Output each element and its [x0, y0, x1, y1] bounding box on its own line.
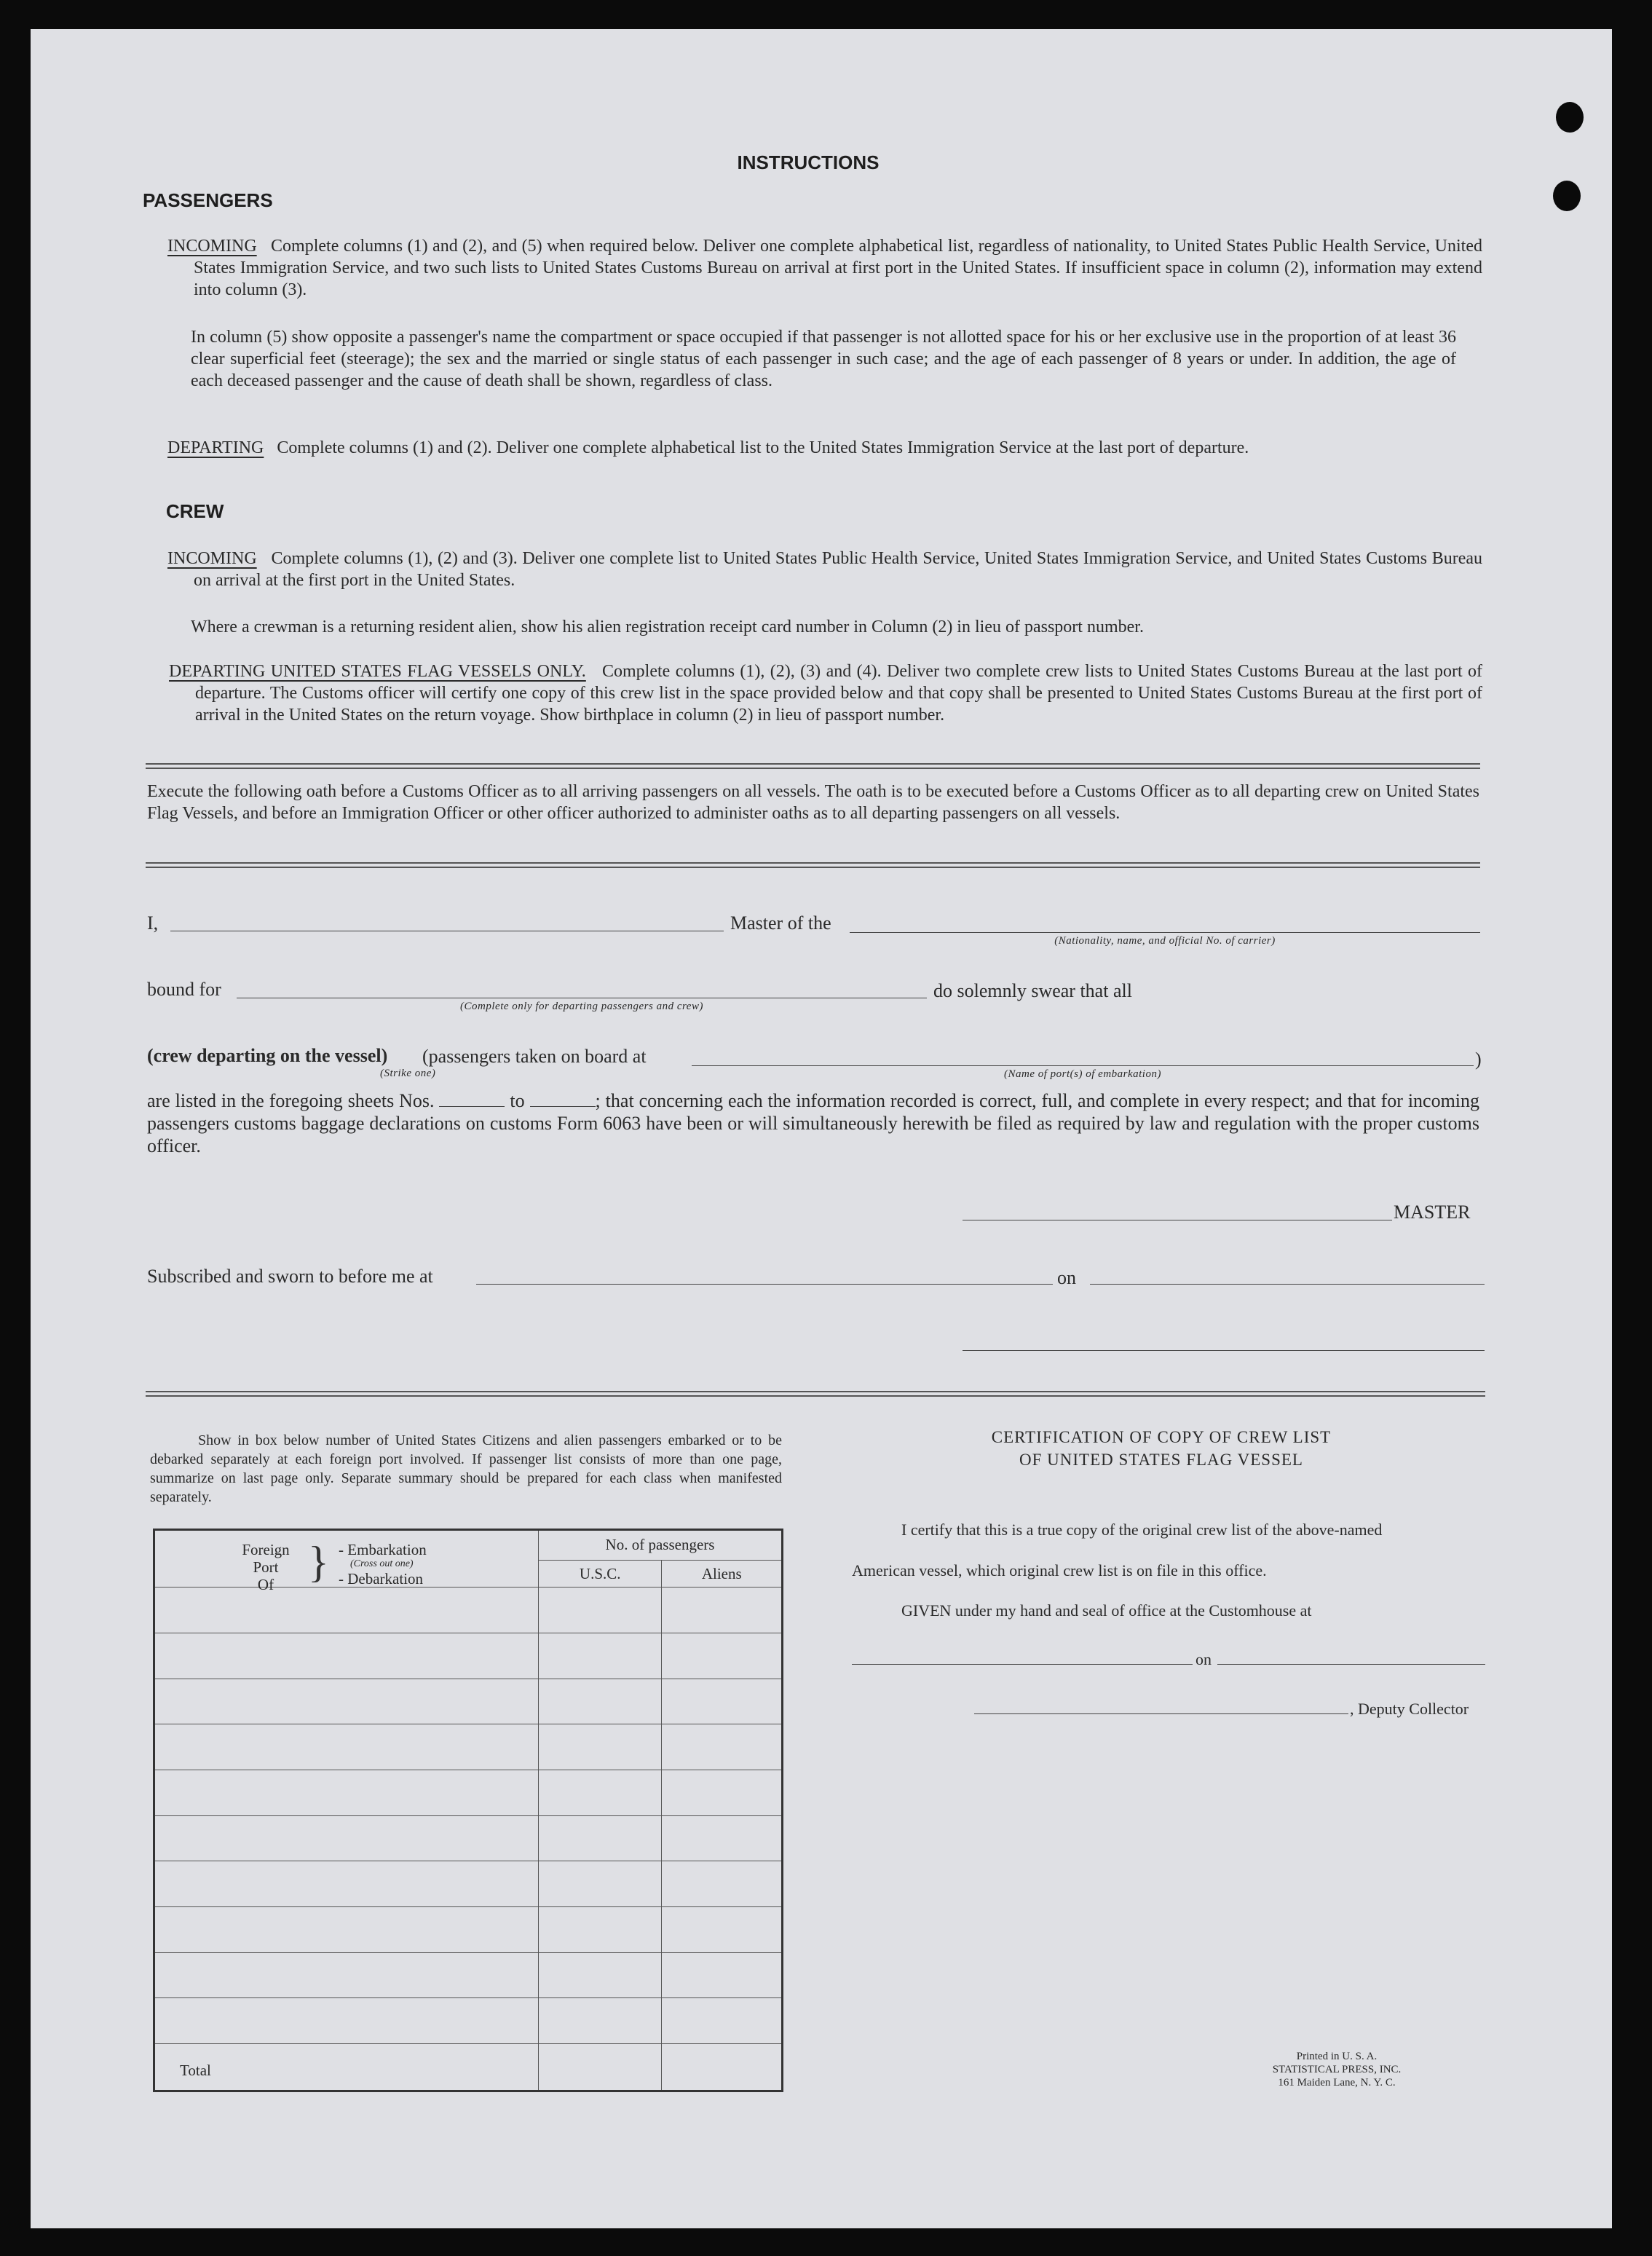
usc-cell[interactable] — [538, 1952, 661, 1998]
listed-paragraph — [147, 1089, 1479, 1157]
passengers-incoming-paragraph — [167, 235, 1482, 301]
to-text: to — [510, 1090, 525, 1111]
passengers-incoming-text: Complete columns (1) and (2), and (5) when required below. Deliver one complete alphabetical list, regardless of nationality, to United States Public Health Service, United States Immigration Service, and two such lists to United States Customs Bureau on arrival at first port in the United States. If insufficient space in column (2), information may extend into column (3). — [194, 237, 1483, 299]
instructions-title: INSTRUCTIONS — [737, 151, 880, 173]
total-usc-cell[interactable] — [538, 2044, 661, 2091]
carrier-field[interactable] — [850, 932, 1480, 933]
certify-line2: American vessel, which original crew list is on file in this office. — [852, 1561, 1267, 1579]
crew-departing-option[interactable] — [147, 1045, 387, 1067]
usc-cell[interactable] — [538, 1998, 661, 2044]
ports-caption: (Name of port(s) of embarkation) — [1004, 1068, 1161, 1080]
section-divider-2 — [146, 862, 1480, 868]
passengers-taken-option[interactable]: (passengers taken on board at — [422, 1046, 647, 1067]
officer-signature-field[interactable] — [963, 1350, 1485, 1351]
passengers-departing-paragraph — [167, 437, 1482, 459]
crew-departing-text: Complete columns (1), (2), (3) and (4). Deliver two complete crew lists to United States Customs Bureau at the last port of departure. The Customs officer will certify one copy of this crew list in the space provided below and that copy shall be presented to United States Customs Bureau at the first port of arrival in the United States on the return voyage. Show birthplace in column (2) in lieu of passport number. — [195, 662, 1482, 725]
aliens-cell[interactable] — [662, 1588, 783, 1633]
punch-hole-top — [1556, 102, 1584, 133]
deputy-collector-signature-field[interactable] — [974, 1713, 1348, 1714]
port-cell[interactable] — [154, 1998, 539, 2044]
aliens-cell[interactable] — [662, 1724, 783, 1770]
certification-title-line1: CERTIFICATION OF COPY OF CREW LIST — [991, 1428, 1332, 1446]
usc-cell[interactable] — [538, 1861, 661, 1907]
no-of-passengers-header: No. of passengers — [538, 1530, 782, 1561]
port-header-cell — [154, 1530, 539, 1593]
swear-text: do solemnly swear that all — [933, 980, 1132, 1001]
total-label: Total — [154, 2044, 539, 2091]
oath-intro: Execute the following oath before a Customs Officer as to all arriving passengers on all vessels. The oath is to be executed before a Customs Officer as to all departing crew on United States Flag Vessels, and before an Immigration Officer or other officer authorized to administer oaths as to all departing passengers on all vessels. — [147, 782, 1479, 823]
strike-caption: (Strike one) — [380, 1068, 436, 1079]
customhouse-field[interactable] — [852, 1664, 1193, 1665]
complete-caption: (Complete only for departing passengers and crew) — [460, 1001, 703, 1012]
bound-for: bound for — [147, 979, 221, 1000]
crew-heading: CREW — [166, 500, 224, 522]
usc-cell[interactable] — [538, 1633, 661, 1679]
usc-cell[interactable] — [538, 1724, 661, 1770]
punch-hole-bottom — [1553, 181, 1581, 211]
certification-date-field[interactable] — [1217, 1664, 1485, 1665]
usc-cell[interactable] — [538, 1679, 661, 1724]
port-cell[interactable] — [154, 1815, 539, 1861]
port-cell[interactable] — [154, 1633, 539, 1679]
printer-line2: STATISTICAL PRESS, INC. — [1272, 2064, 1402, 2075]
passengers-column5-paragraph: In column (5) show opposite a passenger's name the compartment or space occupied if that passenger is not allotted space for his or her exclusive use in the proportion of at least 36 clear superficial feet (steerage); the sex and the married or single status of each passenger in such case; and the age of each passenger of 8 years or under. In addition, the age of each deceased passenger and the cause of death shall be shown, regardless of class. — [191, 328, 1456, 390]
printer-line3: 161 Maiden Lane, N. Y. C. — [1278, 2077, 1396, 2089]
summary-note: Show in box below number of United States Citizens and alien passengers embarked or to be debarked separately at each foreign port involved. If passenger list consists of more than one page, summarize on last page only. Separate summary should be prepared for each class when manifested separately. — [150, 1432, 782, 1505]
passengers-departing-label: DEPARTING — [167, 438, 264, 457]
crew-incoming-text: Complete columns (1), (2) and (3). Deliver one complete list to United States Public Health Service, United States Immigration Service, and United States Customs Bureau on arrival at the first port in the United States. — [194, 549, 1483, 590]
sworn-on: on — [1057, 1267, 1076, 1288]
usc-cell[interactable] — [538, 1815, 661, 1861]
usc-cell[interactable] — [538, 1770, 661, 1816]
cross-out-caption: (Cross out one) — [350, 1558, 414, 1569]
aliens-cell[interactable] — [662, 1907, 783, 1953]
sworn-date-field[interactable] — [1090, 1284, 1485, 1285]
debarkation-option[interactable]: - Debarkation — [339, 1570, 424, 1588]
crew-departing-label: DEPARTING UNITED STATES FLAG VESSELS ONLY. — [169, 662, 586, 681]
usc-cell[interactable] — [538, 1588, 661, 1633]
aliens-cell[interactable] — [662, 1633, 783, 1679]
sheet-from-field[interactable] — [439, 1106, 505, 1107]
usc-cell[interactable] — [538, 1907, 661, 1953]
embarkation-ports-field[interactable] — [692, 1065, 1474, 1066]
usc-header: U.S.C. — [538, 1560, 661, 1588]
port-cell[interactable] — [154, 1770, 539, 1816]
passenger-summary-table — [153, 1529, 783, 2092]
aliens-cell[interactable] — [662, 1770, 783, 1816]
subscribed-text: Subscribed and sworn to before me at — [147, 1266, 433, 1287]
aliens-cell[interactable] — [662, 1861, 783, 1907]
aliens-cell[interactable] — [662, 1815, 783, 1861]
certification-title — [896, 1426, 1427, 1471]
certification-on: on — [1195, 1650, 1212, 1668]
printer-imprint — [1249, 2050, 1424, 2089]
oath-i: I, — [147, 912, 159, 934]
concerning-text: ; that concerning each the information recorded is correct, full, and complete in every respect; and that for incoming passengers customs baggage declarations on customs Form 6063 have been or will simultaneously herewith be filed as required by law and regulation with the proper customs officer. — [147, 1090, 1480, 1156]
aliens-cell[interactable] — [662, 1952, 783, 1998]
carrier-caption: (Nationality, name, and official No. of carrier) — [1054, 935, 1276, 947]
port-word: Port — [253, 1558, 279, 1576]
port-cell[interactable] — [154, 1952, 539, 1998]
given-text: GIVEN under my hand and seal of office at the Customhouse at — [901, 1601, 1312, 1620]
port-cell[interactable] — [154, 1679, 539, 1724]
passengers-heading: PASSENGERS — [143, 189, 273, 211]
foreign-word: Foreign — [242, 1541, 290, 1558]
section-divider-3 — [146, 1391, 1485, 1397]
crew-resident-paragraph: Where a crewman is a returning resident alien, show his alien registration receipt card number in Column (2) in lieu of passport number. — [191, 618, 1144, 636]
port-cell[interactable] — [154, 1588, 539, 1633]
deputy-collector-label: , Deputy Collector — [1350, 1700, 1469, 1718]
aliens-header: Aliens — [662, 1560, 783, 1588]
crew-incoming-paragraph — [167, 548, 1482, 591]
passengers-incoming-label: INCOMING — [167, 237, 257, 256]
section-divider-1 — [146, 763, 1480, 769]
foreign-port-of — [229, 1541, 302, 1593]
port-cell[interactable] — [154, 1861, 539, 1907]
crew-departing-paragraph — [169, 660, 1482, 726]
master-label: MASTER — [1394, 1202, 1471, 1223]
certification-title-line2: OF UNITED STATES FLAG VESSEL — [1019, 1451, 1303, 1469]
certify-line1: I certify that this is a true copy of the original crew list of the above-named — [901, 1521, 1383, 1539]
aliens-cell[interactable] — [662, 1679, 783, 1724]
of-word: Of — [257, 1576, 274, 1593]
port-cell[interactable] — [154, 1907, 539, 1953]
printer-line1: Printed in U. S. A. — [1296, 2051, 1378, 2062]
master-of-the: Master of the — [730, 912, 831, 934]
crew-incoming-label: INCOMING — [167, 549, 257, 568]
embark-debark-options[interactable] — [339, 1541, 427, 1588]
sheet-to-field[interactable] — [530, 1106, 596, 1107]
passengers-departing-text: Complete columns (1) and (2). Deliver one complete alphabetical list to the United States Immigration Service at the last port of departure. — [277, 438, 1249, 457]
sworn-place-field[interactable] — [476, 1284, 1053, 1285]
brace-glyph: } — [308, 1538, 329, 1586]
embarkation-option[interactable]: - Embarkation — [339, 1541, 427, 1558]
aliens-cell[interactable] — [662, 1998, 783, 2044]
total-aliens-cell[interactable] — [662, 2044, 783, 2091]
listed-in-text: are listed in the foregoing sheets Nos. — [147, 1090, 435, 1111]
crew-departing-text-bound: (crew departing on the vessel) — [147, 1045, 388, 1066]
port-cell[interactable] — [154, 1724, 539, 1770]
close-paren: ) — [1475, 1049, 1482, 1070]
